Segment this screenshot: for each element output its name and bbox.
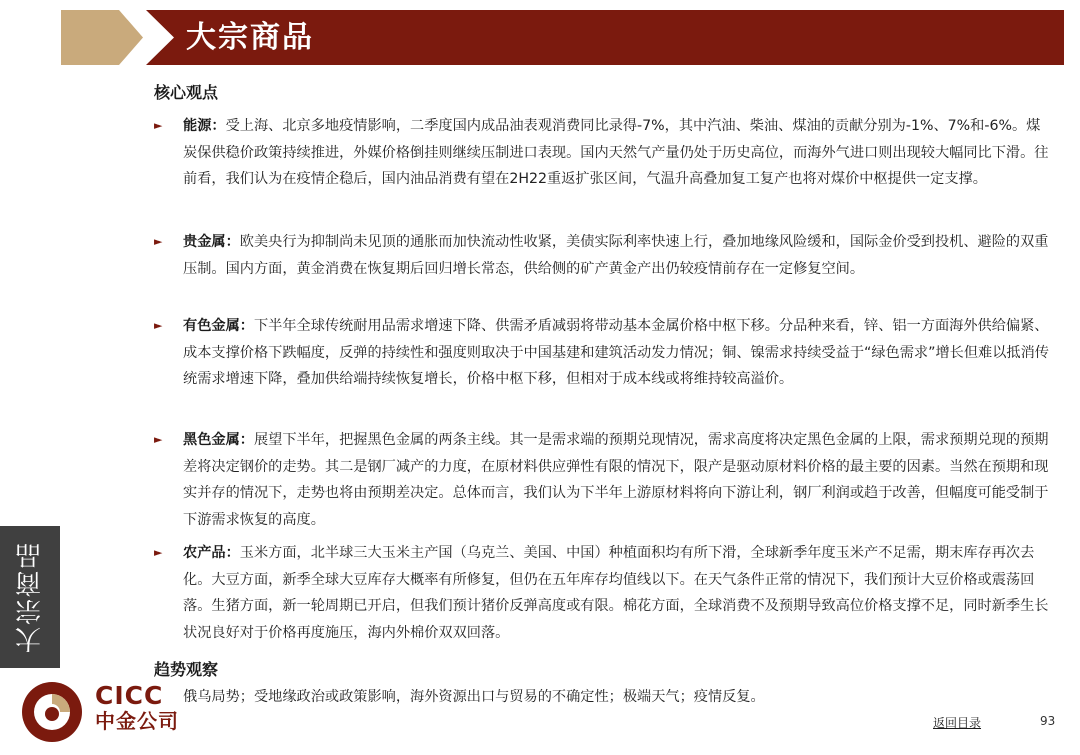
bullet-text: 玉米方面，北半球三大玉米主产国（乌克兰、美国、中国）种植面积均有所下滑，全球新季年度玉米产不足需，期末库存再次去化。大豆方面，新季全球大豆库存大概率有所修复，但仍在五年库存均值线以下。在天气条件正常的情况下，我们预计大豆价格或震荡回落。生猪方面，新一轮周期已开启，但我们预计猪价反弹高度或有限。棉花方面，全球消费不及预期导致高位价格支撑不足，同时新季生长状况良好对于价格再度施压，海内外棉价双双回落。 xyxy=(183,545,1049,641)
triangle-right-icon: ► xyxy=(154,433,163,446)
bullet-heading: 黑色金属： xyxy=(183,432,254,448)
bullet-text: 展望下半年，把握黑色金属的两条主线。其一是需求端的预期兑现情况，需求高度将决定黑色金属的上限，需求预期兑现的预期差将决定钢价的走势。其二是钢厂减产的力度，在原材料供应弹性有限的情况下，限产是驱动原材料价格的最主要的因素。当然在预期和现实并存的情况下，走势也将由预期差决定。总体而言，我们认为下半年上游原材料将向下游让利，钢厂利润或趋于改善，但幅度可能受制于下游需求恢复的高度。 xyxy=(183,432,1049,528)
page-title: 大宗商品 xyxy=(186,20,314,55)
back-to-contents-link[interactable]: 返回目录 xyxy=(933,716,982,730)
bullet-text: 欧美央行为抑制尚未见顶的通胀而加快流动性收紧，美债实际利率快速上行，叠加地缘风险缓和，国际金价受到投机、避险的双重压制。国内方面，黄金消费在恢复期后回归增长常态，供给侧的矿产黄金产出仍较疫情前存在一定修复空间。 xyxy=(183,234,1049,277)
header-chevron-icon xyxy=(61,10,143,65)
bullet-heading: 有色金属： xyxy=(183,318,254,334)
triangle-right-icon: ► xyxy=(154,235,163,248)
list-item-ferrous-metals xyxy=(154,427,1054,533)
trend-title: 趋势观察 xyxy=(154,660,219,679)
bullet-heading: 农产品： xyxy=(183,545,240,561)
bullet-heading: 能源： xyxy=(183,118,226,134)
trend-text: 俄乌局势；受地缘政治或政策影响，海外资源出口与贸易的不确定性；极端天气；疫情反复。 xyxy=(183,689,765,705)
logo-text-en: CICC xyxy=(95,681,164,710)
core-views-title: 核心观点 xyxy=(154,83,219,102)
triangle-right-icon: ► xyxy=(154,546,163,559)
page-number: 93 xyxy=(1040,714,1056,728)
list-item-energy xyxy=(154,113,1054,193)
side-tab-label: 大宗商品 xyxy=(15,541,46,653)
bullet-heading: 贵金属： xyxy=(183,234,240,250)
side-section-tab xyxy=(0,526,60,668)
logo-text-cn: 中金公司 xyxy=(95,709,179,733)
triangle-right-icon: ► xyxy=(154,319,163,332)
list-item-precious-metals xyxy=(154,229,1054,282)
bullet-text: 受上海、北京多地疫情影响，二季度国内成品油表观消费同比录得-7%，其中汽油、柴油、煤油的贡献分别为-1%、7%和-6%。煤炭保供稳价政策持续推进，外媒价格倒挂则继续压制进口表现。国内天然气产量仍处于历史高位，而海外气进口则出现较大幅同比下滑。往前看，我们认为在疫情企稳后，国内油品消费有望在2H22重返扩张区间，气温升高叠加复工复产也将对煤价中枢提供一定支撑。 xyxy=(183,118,1049,188)
triangle-right-icon: ► xyxy=(154,119,163,132)
list-item-agriculture xyxy=(154,540,1054,646)
cicc-logo-icon xyxy=(20,680,84,744)
list-item-base-metals xyxy=(154,313,1054,393)
bullet-text: 下半年全球传统耐用品需求增速下降、供需矛盾减弱将带动基本金属价格中枢下移。分品种来看，锌、铝一方面海外供给偏紧、成本支撑价格下跌幅度，反弹的持续性和强度则取决于中国基建和建筑活动发力情况；铜、镍需求持续受益于“绿色需求”增长但难以抵消传统需求增速下降，叠加供给端持续恢复增长，价格中枢下移，但相对于成本线或将维持较高溢价。 xyxy=(183,318,1049,388)
